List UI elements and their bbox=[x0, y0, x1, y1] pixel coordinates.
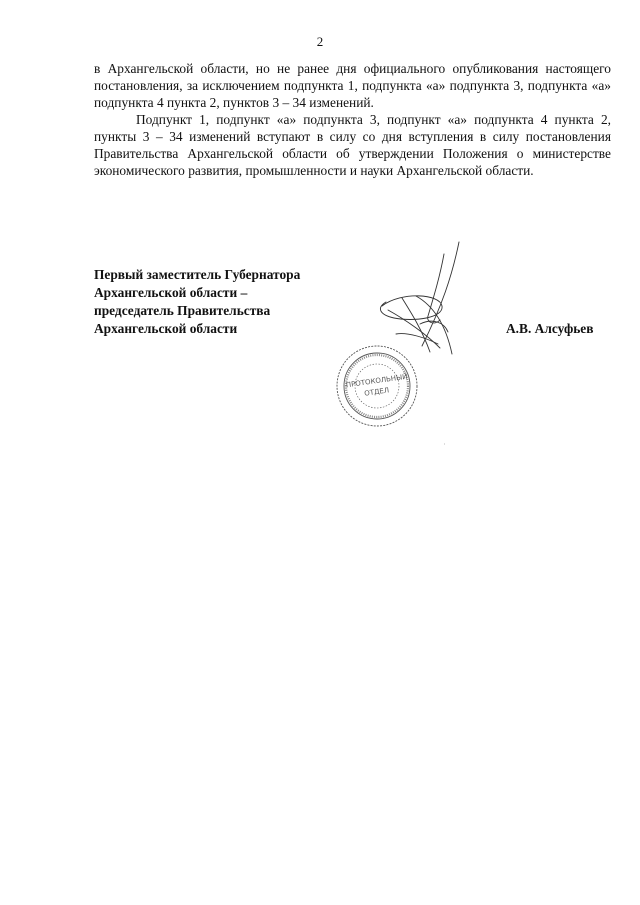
position-line: председатель Правительства bbox=[94, 303, 271, 318]
signatory-position bbox=[94, 266, 354, 338]
position-line: Архангельской области bbox=[94, 321, 238, 336]
paragraph-effective-date: Подпункт 1, подпункт «а» подпункта 3, подпункт «а» подпункта 4 пункта 2, пункты 3 – 34 изменений вступают в силу со дня вступления в силу постановления Правительства Архангельской области об утверждении Положения о министерстве экономического развития, промышленности и науки Архангельской области. bbox=[94, 112, 611, 178]
page-number: 2 bbox=[316, 34, 324, 49]
paragraph-continuation: в Архангельской области, но не ранее дня официального опубликования настоящего постановления, за исключением подпункта 1, подпункта «а» подпункта 3, подпункта «а» подпункта 4 пункта 2, пунктов 3 – 34 изменений. bbox=[94, 61, 611, 110]
seal-text: ОТДЕЛ bbox=[363, 386, 390, 398]
seal-and-signature bbox=[322, 236, 462, 448]
position-line: Первый заместитель Губернатора bbox=[94, 267, 301, 282]
handwritten-signature bbox=[380, 242, 459, 354]
official-seal bbox=[337, 346, 417, 426]
position-line: Архангельской области – bbox=[94, 285, 248, 300]
signer-name: А.В. Алсуфьев bbox=[506, 321, 594, 336]
body-text bbox=[94, 60, 611, 179]
seal-text: ПРОТОКОЛЬНЫЙ bbox=[345, 372, 408, 390]
